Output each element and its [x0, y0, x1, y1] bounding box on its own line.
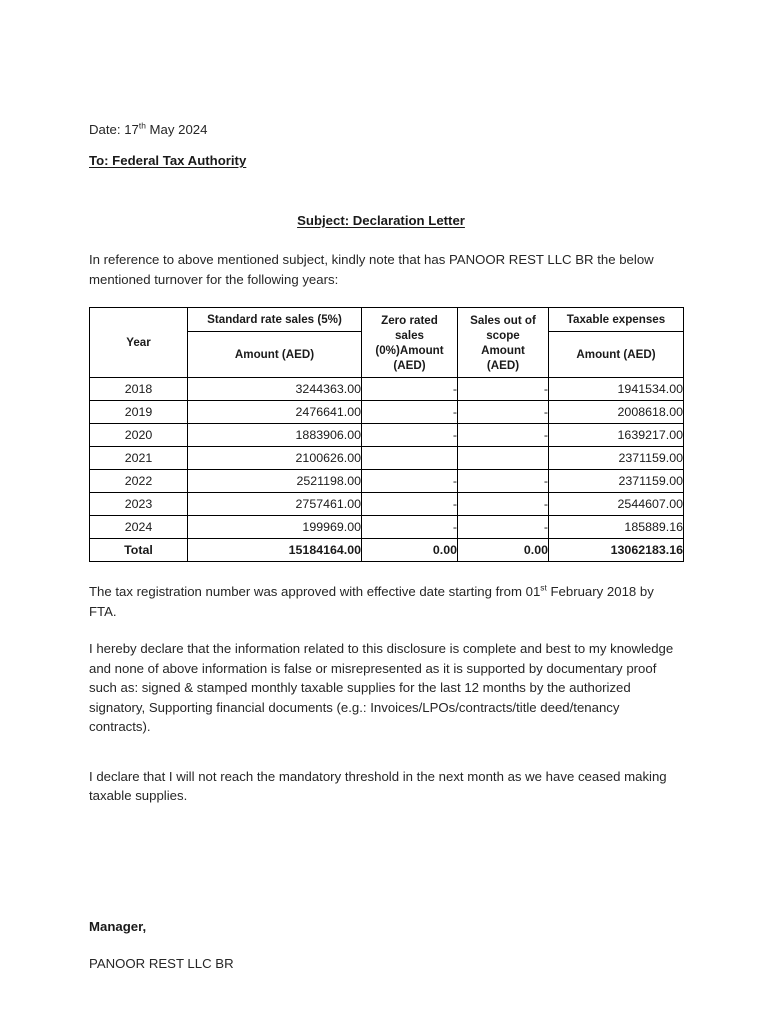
header-out-of-scope-line2: scope — [486, 328, 520, 342]
table-head — [90, 308, 684, 378]
header-out-of-scope-line1: Sales out of — [470, 313, 536, 327]
header-year: Year — [90, 308, 188, 378]
intro-paragraph: In reference to above mentioned subject, kindly note that has PANOOR REST LLC BR the below mentioned turnover for the following years: — [89, 252, 654, 287]
cell-out-of-scope: - — [458, 378, 549, 401]
cell-year: 2021 — [90, 447, 188, 470]
cell-out-of-scope — [458, 447, 549, 470]
cell-standard-rate: 2100626.00 — [188, 447, 362, 470]
cell-taxable-expenses: 2544607.00 — [549, 493, 684, 516]
cell-out-of-scope: - — [458, 516, 549, 539]
header-zero-rated-line2: sales — [394, 328, 424, 342]
header-taxable-expenses-group: Taxable expenses — [549, 308, 684, 332]
recipient-text: To: Federal Tax Authority — [89, 153, 247, 168]
threshold-paragraph: I declare that I will not reach the mandatory threshold in the next month as we have ceased making taxable supplies. — [89, 768, 667, 803]
registration-prefix: The tax registration number was approved with effective date starting from 01 — [89, 584, 541, 599]
cell-taxable-expenses: 2008618.00 — [549, 401, 684, 424]
cell-year: 2022 — [90, 470, 188, 493]
header-out-of-scope — [458, 308, 549, 378]
cell-zero-rated: - — [362, 424, 458, 447]
cell-total-standard-rate: 15184164.00 — [188, 539, 362, 562]
turnover-table — [89, 307, 684, 562]
cell-taxable-expenses: 2371159.00 — [549, 470, 684, 493]
signature-block — [89, 918, 589, 973]
cell-zero-rated: - — [362, 493, 458, 516]
date-day: 17 — [124, 122, 139, 137]
cell-zero-rated — [362, 447, 458, 470]
subject-heading: Subject: Declaration Letter — [297, 213, 465, 228]
cell-standard-rate: 2757461.00 — [188, 493, 362, 516]
table-row — [90, 401, 684, 424]
date-day-suffix: th — [138, 120, 146, 131]
cell-zero-rated: - — [362, 378, 458, 401]
header-zero-rated-line3: (0%)Amount — [375, 343, 444, 357]
document-body — [89, 121, 683, 806]
cell-zero-rated: - — [362, 516, 458, 539]
header-zero-rated — [362, 308, 458, 378]
subject-wrapper — [89, 212, 683, 230]
table-body — [90, 378, 684, 562]
cell-standard-rate: 199969.00 — [188, 516, 362, 539]
cell-standard-rate: 3244363.00 — [188, 378, 362, 401]
registration-paragraph — [89, 582, 683, 621]
registration-ordinal-suffix: st — [540, 582, 547, 593]
header-zero-rated-line1: Zero rated — [381, 313, 438, 327]
date-month-year: May 2024 — [145, 122, 208, 137]
cell-year: 2019 — [90, 401, 188, 424]
cell-taxable-expenses: 185889.16 — [549, 516, 684, 539]
signature-title: Manager, — [89, 919, 147, 934]
cell-total-label: Total — [90, 539, 188, 562]
header-zero-rated-line4: (AED) — [393, 358, 426, 372]
declaration-paragraph: I hereby declare that the information related to this disclosure is complete and best to my knowledge and none of above information is false or misrepresented as it is supported by documentary proof such as: signed & stamped monthly taxable supplies for the last 12 months by the authorized signatory, Supporting financial documents (e.g.: Invoices/LPOs/contracts/title deed/tenancy contracts). — [89, 641, 674, 734]
header-out-of-scope-line4: (AED) — [486, 358, 520, 372]
cell-standard-rate: 2521198.00 — [188, 470, 362, 493]
cell-taxable-expenses: 1941534.00 — [549, 378, 684, 401]
date-line — [89, 121, 683, 139]
cell-year: 2024 — [90, 516, 188, 539]
cell-year: 2023 — [90, 493, 188, 516]
cell-standard-rate: 1883906.00 — [188, 424, 362, 447]
cell-out-of-scope: - — [458, 424, 549, 447]
table-row — [90, 447, 684, 470]
cell-out-of-scope: - — [458, 401, 549, 424]
table-row — [90, 493, 684, 516]
header-standard-rate-amount: Amount (AED) — [188, 332, 362, 378]
cell-taxable-expenses: 1639217.00 — [549, 424, 684, 447]
cell-taxable-expenses: 2371159.00 — [549, 447, 684, 470]
cell-total-out-of-scope: 0.00 — [458, 539, 549, 562]
cell-total-taxable-expenses: 13062183.16 — [549, 539, 684, 562]
registration-rest: February 2018 by FTA. — [89, 584, 654, 619]
header-taxable-expenses-amount: Amount (AED) — [549, 332, 684, 378]
cell-zero-rated: - — [362, 470, 458, 493]
table-row — [90, 424, 684, 447]
table-row — [90, 470, 684, 493]
date-label: Date: — [89, 122, 121, 137]
table-row — [90, 516, 684, 539]
cell-out-of-scope: - — [458, 493, 549, 516]
cell-standard-rate: 2476641.00 — [188, 401, 362, 424]
table-header-row-top — [90, 308, 684, 332]
table-row — [90, 378, 684, 401]
header-standard-rate-group: Standard rate sales (5%) — [188, 308, 362, 332]
table-total-row — [90, 539, 684, 562]
cell-out-of-scope: - — [458, 470, 549, 493]
header-out-of-scope-line3: Amount — [481, 343, 525, 357]
signature-company: PANOOR REST LLC BR — [89, 956, 234, 971]
cell-zero-rated: - — [362, 401, 458, 424]
cell-total-zero-rated: 0.00 — [362, 539, 458, 562]
cell-year: 2018 — [90, 378, 188, 401]
recipient-line — [89, 152, 683, 170]
cell-year: 2020 — [90, 424, 188, 447]
